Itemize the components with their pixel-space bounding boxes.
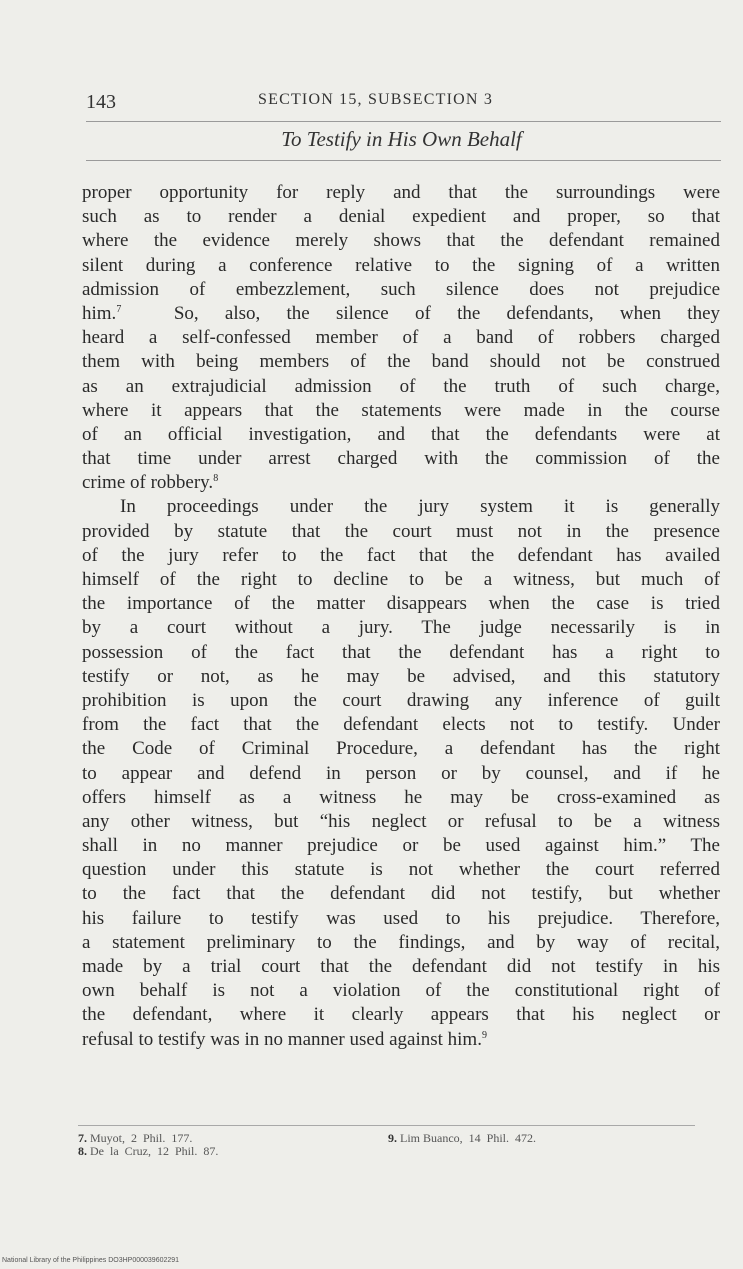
footnote-ref: 7	[116, 303, 122, 315]
body-line: to appear and defend in person or by counsel, and if he	[82, 762, 720, 784]
body-text	[82, 181, 720, 1052]
body-line: own behalf is not a violation of the constitutional right of	[82, 980, 720, 1002]
body-line: that time under arrest charged with the commission of the	[82, 448, 720, 470]
body-line: refusal to testify was in no manner used against him.$^9$	[82, 1028, 487, 1050]
footnote-rule	[78, 1125, 695, 1126]
body-line: crime of robbery.$^8$	[82, 472, 219, 494]
footnote-ref: 9	[481, 1029, 487, 1041]
body-line: heard a self-confessed member of a band of robbers charged	[82, 327, 720, 349]
body-line: provided by statute that the court must not in the presence	[82, 520, 720, 542]
body-line: made by a trial court that the defendant did not testify in his	[82, 956, 720, 977]
body-line: any other witness, but “his neglect or refusal to be a witness	[82, 810, 720, 832]
header-rule	[86, 121, 721, 122]
body-line: by a court without a jury. The judge necessarily is in	[82, 617, 720, 639]
body-line: the importance of the matter disappears when the case is tried	[82, 593, 720, 615]
body-line: to the fact that the defendant did not testify, but whether	[82, 883, 720, 905]
body-line: admission of embezzlement, such silence does not prejudice	[82, 278, 720, 300]
body-line: testify or not, as he may be advised, and this statutory	[82, 665, 720, 687]
body-line: where the evidence merely shows that the defendant remained	[82, 230, 720, 252]
body-line: the defendant, where it clearly appears that his neglect or	[82, 1004, 720, 1026]
body-line: question under this statute is not whether the court referred	[82, 859, 720, 881]
body-line: of the jury refer to the fact that the defendant has availed	[82, 544, 720, 566]
section-heading: SECTION 15, SUBSECTION 3	[258, 91, 494, 108]
body-line: offers himself as a witness he may be cross-examined as	[82, 786, 720, 808]
body-line: him.$^7$ So, also, the silence of the defendants, when they	[82, 302, 720, 324]
body-line: as an extrajudicial admission of the truth of such charge,	[82, 375, 720, 397]
footnotes-left	[78, 1132, 218, 1158]
footnote: 8. De la Cruz, 12 Phil. 87.	[78, 1144, 219, 1158]
body-line: In proceedings under the jury system it is generally	[120, 496, 720, 518]
body-line: shall in no manner prejudice or be used against him.” The	[82, 835, 720, 857]
body-line: possession of the fact that the defendant has a right to	[82, 641, 720, 663]
body-line: of an official investigation, and that the defendants were at	[82, 423, 720, 445]
body-line: them with being members of the band should not be construed	[82, 351, 720, 373]
running-title: To Testify in His Own Behalf	[281, 127, 522, 151]
body-line: proper opportunity for reply and that the surroundings were	[82, 182, 720, 203]
body-line: his failure to testify was used to his prejudice. Therefore,	[82, 907, 720, 929]
body-line: silent during a conference relative to the signing of a written	[82, 254, 720, 276]
body-line: from the fact that the defendant elects not to testify. Under	[82, 714, 720, 736]
body-line: a statement preliminary to the findings, and by way of recital,	[82, 931, 720, 953]
body-line: prohibition is upon the court drawing any inference of guilt	[82, 689, 720, 711]
library-credit: National Library of the Philippines DO3HP000039602291	[2, 1257, 180, 1264]
footnote: 7. Muyot, 2 Phil. 177.	[78, 1131, 193, 1145]
title-rule	[86, 160, 721, 161]
body-line: the Code of Criminal Procedure, a defendant has the right	[82, 738, 720, 760]
footnote: 9. Lim Buanco, 14 Phil. 472.	[388, 1131, 536, 1145]
footnotes-right	[388, 1132, 536, 1145]
body-line: where it appears that the statements were made in the course	[82, 399, 720, 421]
footnote-ref: 8	[213, 473, 219, 485]
body-line: such as to render a denial expedient and proper, so that	[82, 206, 720, 228]
page-number: 143	[86, 91, 116, 113]
body-line: himself of the right to decline to be a witness, but much of	[82, 569, 720, 590]
